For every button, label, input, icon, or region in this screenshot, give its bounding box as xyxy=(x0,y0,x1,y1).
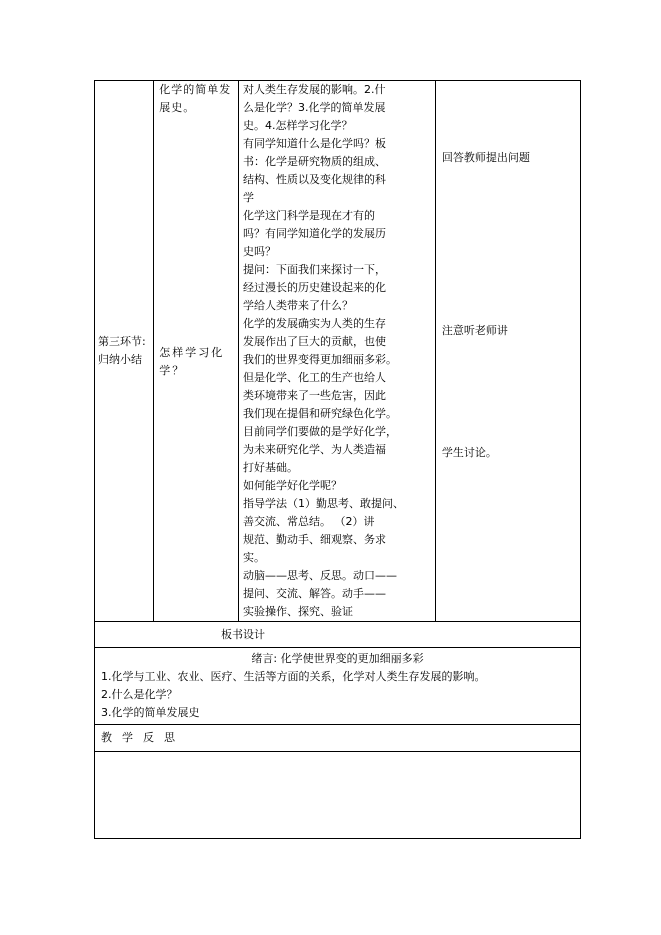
lesson-plan-table xyxy=(94,80,581,839)
board-design-title: 板书设计 xyxy=(95,622,581,648)
topic-bottom: 怎样学习化学？ xyxy=(159,346,225,377)
student-activity: 回答教师提出问题 xyxy=(441,151,530,164)
content-line: 史。4.怎样学习化学？ xyxy=(242,119,353,132)
content-line: 目前同学们要做的是学好化学， xyxy=(242,425,397,438)
content-line: 提问：下面我们来探讨一下， xyxy=(242,263,386,276)
content-line: 学给人类带来了什么？ xyxy=(242,299,353,312)
topic-cell xyxy=(154,81,239,622)
content-line: 如何能学好化学呢？ xyxy=(242,479,342,492)
content-cell xyxy=(238,81,435,622)
stage-label-line: 归纳小结 xyxy=(98,353,142,366)
content-line: 对人类生存发展的影响。2.什 xyxy=(242,83,386,96)
content-line: 规范、勤动手、细观察、务求 xyxy=(242,533,386,546)
content-line: 类环境带来了一些危害，因此 xyxy=(242,389,386,402)
content-line: 学 xyxy=(242,191,254,204)
reflection-title: 教学反思 xyxy=(95,725,581,752)
content-line: 指导学法（1）勤思考、敢提问、 xyxy=(242,497,404,510)
board-content-row xyxy=(95,648,581,725)
content-line: 打好基础。 xyxy=(242,461,298,474)
reflection-blank-row xyxy=(95,752,581,839)
content-line: 结构、性质以及变化规律的科 xyxy=(242,173,386,186)
content-line: 书：化学是研究物质的组成、 xyxy=(242,155,386,168)
content-line: 发展作出了巨大的贡献，也使 xyxy=(242,335,386,348)
student-activity: 注意听老师讲 xyxy=(441,324,508,337)
content-line: 善交流、常总结。 （2）讲 xyxy=(242,515,375,528)
content-line: 化学这门科学是现在才有的 xyxy=(242,209,375,222)
board-item: 3.化学的简单发展史 xyxy=(101,706,200,719)
content-line: 动脑——思考、反思。动口—— xyxy=(242,569,397,582)
reflection-title-row xyxy=(95,725,581,752)
content-line: 么是化学？3.化学的简单发展 xyxy=(242,101,386,114)
content-line: 有同学知道什么是化学吗？板 xyxy=(242,137,386,150)
board-item: 1.化学与工业、农业、医疗、生活等方面的关系，化学对人类生存发展的影响。 xyxy=(101,670,486,683)
content-line: 实验操作、探究、验证 xyxy=(242,605,353,618)
board-title-row xyxy=(95,622,581,648)
content-line: 史吗？ xyxy=(242,245,276,258)
student-activity-cell xyxy=(435,81,580,622)
content-line: 吗？有同学知道化学的发展历 xyxy=(242,227,386,240)
content-line: 提问、交流、解答。动手—— xyxy=(242,587,386,600)
board-content-cell xyxy=(95,648,581,725)
content-line: 但是化学、化工的生产也给人 xyxy=(242,371,386,384)
stage-label-cell xyxy=(95,81,154,622)
topic-top: 化学的简单发展史。 xyxy=(159,83,232,114)
content-line: 我们现在提倡和研究绿色化学。 xyxy=(242,407,397,420)
content-line: 化学的发展确实为人类的生存 xyxy=(242,317,386,330)
content-line: 实。 xyxy=(242,551,265,564)
lesson-plan-document xyxy=(94,80,581,839)
stage-row xyxy=(95,81,581,622)
content-line: 我们的世界变得更加细丽多彩。 xyxy=(242,353,397,366)
board-item: 2.什么是化学？ xyxy=(101,688,178,701)
student-activity: 学生讨论。 xyxy=(441,446,497,459)
stage-label-line: 第三环节: xyxy=(98,335,146,348)
content-line: 经过漫长的历史建设起来的化 xyxy=(242,281,386,294)
reflection-blank-area xyxy=(95,752,581,839)
content-line: 为未来研究化学、为人类造福 xyxy=(242,443,386,456)
board-heading: 绪言: 化学使世界变的更加细丽多彩 xyxy=(251,652,424,665)
